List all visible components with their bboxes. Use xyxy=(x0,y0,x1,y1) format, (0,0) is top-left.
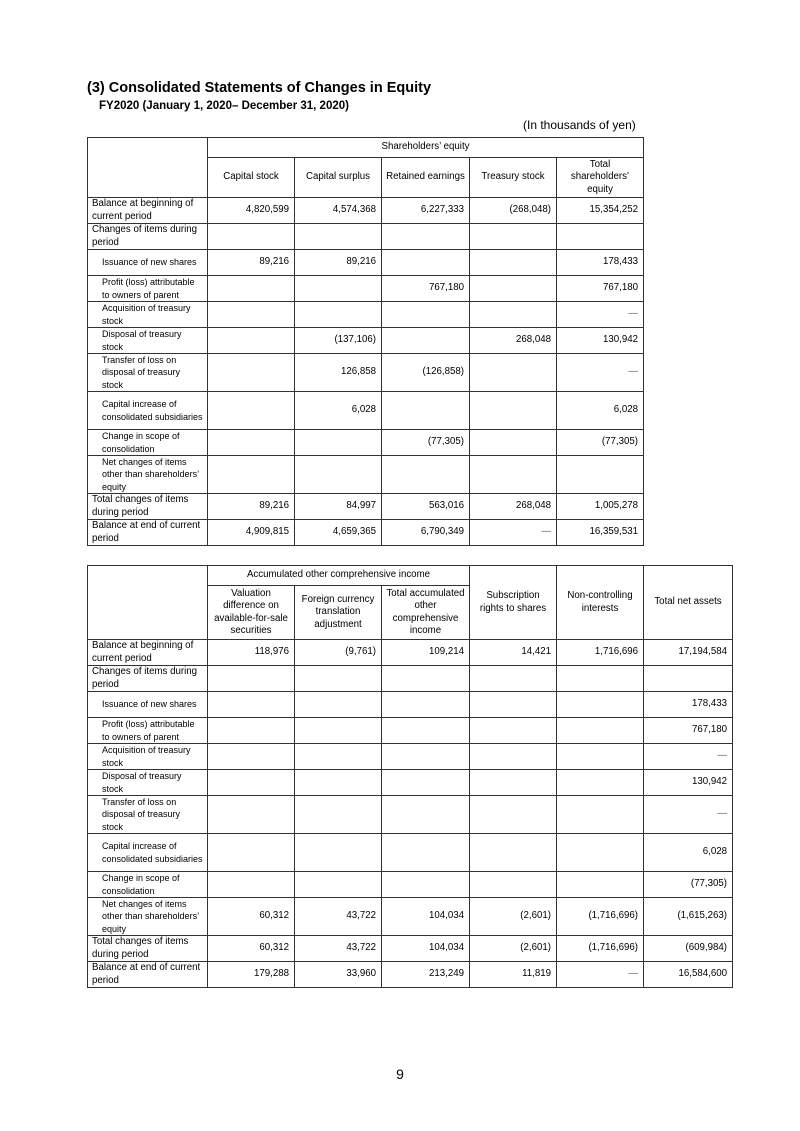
value-cell xyxy=(295,456,382,494)
value-cell: 14,421 xyxy=(470,640,557,666)
value-cell xyxy=(382,796,470,834)
value-cell: (1,615,263) xyxy=(644,898,733,936)
value-cell xyxy=(208,872,295,898)
value-cell xyxy=(644,666,733,692)
table-row xyxy=(88,392,644,430)
table-row xyxy=(88,666,733,692)
value-cell: (137,106) xyxy=(295,328,382,354)
table-row xyxy=(88,898,733,936)
column-header: Total net assets xyxy=(644,566,733,640)
empty-corner-cell xyxy=(88,138,208,198)
value-cell xyxy=(382,456,470,494)
row-label: Change in scope of consolidation xyxy=(88,430,208,456)
table-row xyxy=(88,640,733,666)
table-row xyxy=(88,520,644,546)
group-header: Shareholders’ equity xyxy=(208,138,644,158)
row-label: Net changes of items other than shareholders’ equity xyxy=(88,898,208,936)
value-cell xyxy=(208,692,295,718)
row-label: Transfer of loss on disposal of treasury stock xyxy=(88,796,208,834)
value-cell xyxy=(208,392,295,430)
value-cell: (77,305) xyxy=(382,430,470,456)
value-cell: 16,584,600 xyxy=(644,962,733,988)
row-label: Balance at beginning of current period xyxy=(88,198,208,224)
row-label: Disposal of treasury stock xyxy=(88,770,208,796)
shareholders-equity-table xyxy=(87,137,644,546)
value-cell: 268,048 xyxy=(470,494,557,520)
value-cell: 89,216 xyxy=(208,494,295,520)
value-cell: 104,034 xyxy=(382,936,470,962)
value-cell: 118,976 xyxy=(208,640,295,666)
row-label: Acquisition of treasury stock xyxy=(88,302,208,328)
value-cell: 109,214 xyxy=(382,640,470,666)
row-label: Capital increase of consolidated subsidiaries xyxy=(88,834,208,872)
row-label: Balance at end of current period xyxy=(88,962,208,988)
column-header: Total accumulated other comprehensive income xyxy=(382,586,470,640)
value-cell: 130,942 xyxy=(644,770,733,796)
value-cell: 4,574,368 xyxy=(295,198,382,224)
value-cell xyxy=(295,744,382,770)
value-cell xyxy=(295,872,382,898)
row-label: Issuance of new shares xyxy=(88,692,208,718)
value-cell xyxy=(208,302,295,328)
value-cell xyxy=(208,354,295,392)
table-row xyxy=(88,328,644,354)
row-label: Disposal of treasury stock xyxy=(88,328,208,354)
value-cell: 89,216 xyxy=(208,250,295,276)
table-row xyxy=(88,936,733,962)
value-cell xyxy=(295,692,382,718)
value-cell: 84,997 xyxy=(295,494,382,520)
column-header: Total shareholders’ equity xyxy=(557,158,644,198)
table-row xyxy=(88,834,733,872)
value-cell: — xyxy=(557,354,644,392)
value-cell: (2,601) xyxy=(470,936,557,962)
table-row xyxy=(88,198,644,224)
column-header: Capital surplus xyxy=(295,158,382,198)
value-cell xyxy=(470,224,557,250)
value-cell: 104,034 xyxy=(382,898,470,936)
value-cell: 178,433 xyxy=(644,692,733,718)
row-label: Net changes of items other than shareholders’ equity xyxy=(88,456,208,494)
value-cell: 126,858 xyxy=(295,354,382,392)
value-cell xyxy=(208,224,295,250)
value-cell xyxy=(208,456,295,494)
value-cell: 6,028 xyxy=(644,834,733,872)
value-cell: 6,227,333 xyxy=(382,198,470,224)
table-row xyxy=(88,456,644,494)
value-cell: 11,819 xyxy=(470,962,557,988)
table-row xyxy=(88,770,733,796)
value-cell: 6,028 xyxy=(557,392,644,430)
document-title: (3) Consolidated Statements of Changes in Equity xyxy=(87,80,432,96)
value-cell: 4,659,365 xyxy=(295,520,382,546)
value-cell: 767,180 xyxy=(382,276,470,302)
value-cell: 178,433 xyxy=(557,250,644,276)
value-cell xyxy=(557,770,644,796)
value-cell: 1,716,696 xyxy=(557,640,644,666)
value-cell: (9,761) xyxy=(295,640,382,666)
value-cell: 60,312 xyxy=(208,936,295,962)
value-cell: (126,858) xyxy=(382,354,470,392)
value-cell xyxy=(470,430,557,456)
value-cell xyxy=(382,834,470,872)
value-cell xyxy=(382,744,470,770)
row-label: Acquisition of treasury stock xyxy=(88,744,208,770)
value-cell: (77,305) xyxy=(557,430,644,456)
value-cell xyxy=(557,744,644,770)
value-cell: 179,288 xyxy=(208,962,295,988)
value-cell xyxy=(382,770,470,796)
column-header: Foreign currency translation adjustment xyxy=(295,586,382,640)
value-cell xyxy=(470,796,557,834)
value-cell xyxy=(557,872,644,898)
value-cell xyxy=(295,224,382,250)
value-cell: 16,359,531 xyxy=(557,520,644,546)
period-subtitle: FY2020 (January 1, 2020– December 31, 2020) xyxy=(99,100,349,112)
row-label: Balance at end of current period xyxy=(88,520,208,546)
value-cell xyxy=(557,692,644,718)
value-cell xyxy=(382,328,470,354)
value-cell xyxy=(382,666,470,692)
value-cell xyxy=(208,276,295,302)
value-cell xyxy=(470,276,557,302)
value-cell xyxy=(382,302,470,328)
page-number: 9 xyxy=(396,1066,404,1082)
table-row xyxy=(88,962,733,988)
row-label: Total changes of items during period xyxy=(88,494,208,520)
value-cell: — xyxy=(644,744,733,770)
value-cell xyxy=(382,224,470,250)
value-cell xyxy=(295,834,382,872)
net-assets-table xyxy=(87,565,733,988)
row-label: Changes of items during period xyxy=(88,224,208,250)
value-cell xyxy=(557,796,644,834)
value-cell xyxy=(557,666,644,692)
value-cell xyxy=(470,744,557,770)
value-cell: 1,005,278 xyxy=(557,494,644,520)
value-cell: 563,016 xyxy=(382,494,470,520)
value-cell xyxy=(470,302,557,328)
value-cell: — xyxy=(470,520,557,546)
column-header: Valuation difference on available-for-sale securities xyxy=(208,586,295,640)
value-cell xyxy=(470,692,557,718)
value-cell: — xyxy=(557,302,644,328)
table-row xyxy=(88,494,644,520)
value-cell: 4,820,599 xyxy=(208,198,295,224)
value-cell xyxy=(208,666,295,692)
value-cell: 60,312 xyxy=(208,898,295,936)
value-cell: 268,048 xyxy=(470,328,557,354)
value-cell xyxy=(208,328,295,354)
value-cell xyxy=(557,718,644,744)
row-label: Profit (loss) attributable to owners of parent xyxy=(88,276,208,302)
value-cell: 4,909,815 xyxy=(208,520,295,546)
value-cell xyxy=(557,834,644,872)
value-cell: 6,790,349 xyxy=(382,520,470,546)
column-header: Subscription rights to shares xyxy=(470,566,557,640)
column-header: Capital stock xyxy=(208,158,295,198)
table-row xyxy=(88,692,733,718)
value-cell xyxy=(208,744,295,770)
value-cell xyxy=(470,666,557,692)
value-cell xyxy=(208,796,295,834)
column-header: Retained earnings xyxy=(382,158,470,198)
value-cell: (1,716,696) xyxy=(557,936,644,962)
value-cell: 130,942 xyxy=(557,328,644,354)
value-cell xyxy=(382,392,470,430)
value-cell: 17,194,584 xyxy=(644,640,733,666)
value-cell: (268,048) xyxy=(470,198,557,224)
table-row xyxy=(88,224,644,250)
table-row xyxy=(88,250,644,276)
value-cell: 6,028 xyxy=(295,392,382,430)
column-header: Non-controlling interests xyxy=(557,566,644,640)
value-cell: 15,354,252 xyxy=(557,198,644,224)
value-cell xyxy=(470,834,557,872)
value-cell xyxy=(295,666,382,692)
value-cell: (77,305) xyxy=(644,872,733,898)
group-header: Accumulated other comprehensive income xyxy=(208,566,470,586)
value-cell xyxy=(208,770,295,796)
value-cell xyxy=(208,834,295,872)
value-cell xyxy=(382,692,470,718)
value-cell xyxy=(470,354,557,392)
value-cell xyxy=(470,250,557,276)
value-cell xyxy=(295,718,382,744)
row-label: Profit (loss) attributable to owners of parent xyxy=(88,718,208,744)
value-cell: 767,180 xyxy=(557,276,644,302)
value-cell xyxy=(295,302,382,328)
value-cell xyxy=(470,872,557,898)
empty-corner-cell xyxy=(88,566,208,640)
table-row xyxy=(88,796,733,834)
table-row xyxy=(88,872,733,898)
value-cell xyxy=(295,430,382,456)
table-row xyxy=(88,718,733,744)
row-label: Transfer of loss on disposal of treasury stock xyxy=(88,354,208,392)
value-cell: 767,180 xyxy=(644,718,733,744)
value-cell xyxy=(208,430,295,456)
table-row xyxy=(88,302,644,328)
row-label: Balance at beginning of current period xyxy=(88,640,208,666)
value-cell: (609,984) xyxy=(644,936,733,962)
table-row xyxy=(88,276,644,302)
value-cell xyxy=(382,872,470,898)
value-cell: 43,722 xyxy=(295,898,382,936)
table-row xyxy=(88,744,733,770)
row-label: Total changes of items during period xyxy=(88,936,208,962)
value-cell xyxy=(295,796,382,834)
value-cell: 213,249 xyxy=(382,962,470,988)
value-cell: (1,716,696) xyxy=(557,898,644,936)
value-cell: — xyxy=(644,796,733,834)
value-cell xyxy=(295,770,382,796)
value-cell xyxy=(470,770,557,796)
value-cell: — xyxy=(557,962,644,988)
value-cell: 33,960 xyxy=(295,962,382,988)
value-cell xyxy=(557,456,644,494)
row-label: Change in scope of consolidation xyxy=(88,872,208,898)
value-cell xyxy=(295,276,382,302)
row-label: Capital increase of consolidated subsidiaries xyxy=(88,392,208,430)
value-cell: 89,216 xyxy=(295,250,382,276)
value-cell xyxy=(557,224,644,250)
unit-note: (In thousands of yen) xyxy=(523,118,636,132)
value-cell: (2,601) xyxy=(470,898,557,936)
row-label: Changes of items during period xyxy=(88,666,208,692)
column-header: Treasury stock xyxy=(470,158,557,198)
value-cell xyxy=(382,718,470,744)
row-label: Issuance of new shares xyxy=(88,250,208,276)
value-cell xyxy=(470,392,557,430)
value-cell xyxy=(208,718,295,744)
value-cell xyxy=(470,456,557,494)
value-cell xyxy=(382,250,470,276)
table-row xyxy=(88,354,644,392)
value-cell xyxy=(470,718,557,744)
value-cell: 43,722 xyxy=(295,936,382,962)
table-row xyxy=(88,430,644,456)
